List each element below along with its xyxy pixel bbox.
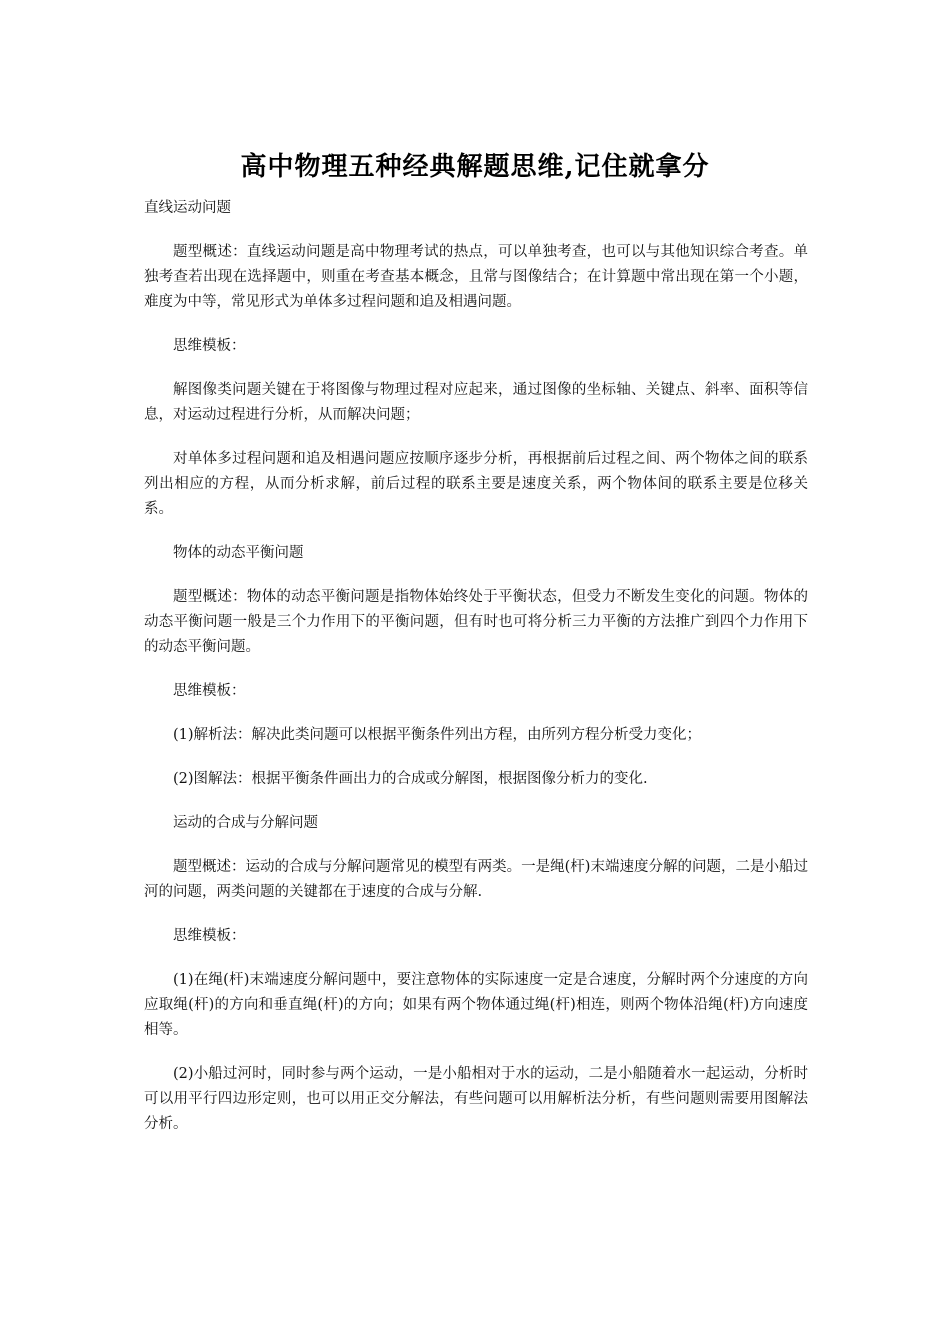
paragraph-graphical-method: (2)图解法：根据平衡条件画出力的合成或分解图，根据图像分析力的变化.	[173, 771, 648, 787]
paragraph-thinking-template-label: 思维模板：	[173, 683, 246, 699]
section-heading-dynamic-equilibrium: 物体的动态平衡问题	[173, 545, 304, 561]
paragraph-graph-problems: 解图像类问题关键在于将图像与物理过程对应起来，通过图像的坐标轴、关键点、斜率、面积等信息，对运动过程进行分析，从而解决问题；	[144, 382, 808, 423]
paragraph-thinking-template-label: 思维模板：	[173, 928, 246, 944]
document-body	[144, 196, 808, 1156]
section-heading-linear-motion: 直线运动问题	[144, 200, 231, 216]
paragraph-thinking-template-label: 思维模板：	[173, 338, 246, 354]
paragraph-boat-crossing-river: (2)小船过河时，同时参与两个运动，一是小船相对于水的运动，二是小船随着水一起运动，分析时可以用平行四边形定则，也可以用正交分解法，有些问题可以用解析法分析，有些问题则需要用图解法分析。	[144, 1066, 808, 1132]
page-title: 高中物理五种经典解题思维,记住就拿分	[240, 152, 710, 183]
paragraph-motion-composition-overview: 题型概述：运动的合成与分解问题常见的模型有两类。一是绳(杆)末端速度分解的问题，二是小船过河的问题，两类问题的关键都在于速度的合成与分解.	[144, 859, 808, 900]
paragraph-analytical-method: (1)解析法：解决此类问题可以根据平衡条件列出方程，由所列方程分析受力变化；	[173, 727, 702, 743]
paragraph-multi-process-problems: 对单体多过程问题和追及相遇问题应按顺序逐步分析，再根据前后过程之间、两个物体之间的联系列出相应的方程，从而分析求解，前后过程的联系主要是速度关系，两个物体间的联系主要是位移关系。	[144, 451, 808, 517]
paragraph-linear-motion-overview: 题型概述：直线运动问题是高中物理考试的热点，可以单独考查，也可以与其他知识综合考查。单独考查若出现在选择题中，则重在考查基本概念，且常与图像结合；在计算题中常出现在第一个小题，难度为中等，常见形式为单体多过程问题和追及相遇问题。	[144, 244, 808, 310]
paragraph-dynamic-equilibrium-overview: 题型概述：物体的动态平衡问题是指物体始终处于平衡状态，但受力不断发生变化的问题。物体的动态平衡问题一般是三个力作用下的平衡问题，但有时也可将分析三力平衡的方法推广到四个力作用下的动态平衡问题。	[144, 589, 808, 655]
paragraph-rope-rod-velocity: (1)在绳(杆)末端速度分解问题中，要注意物体的实际速度一定是合速度，分解时两个分速度的方向应取绳(杆)的方向和垂直绳(杆)的方向；如果有两个物体通过绳(杆)相连，则两个物体沿绳(杆)方向速度相等。	[144, 972, 808, 1038]
section-heading-motion-composition: 运动的合成与分解问题	[173, 815, 318, 831]
